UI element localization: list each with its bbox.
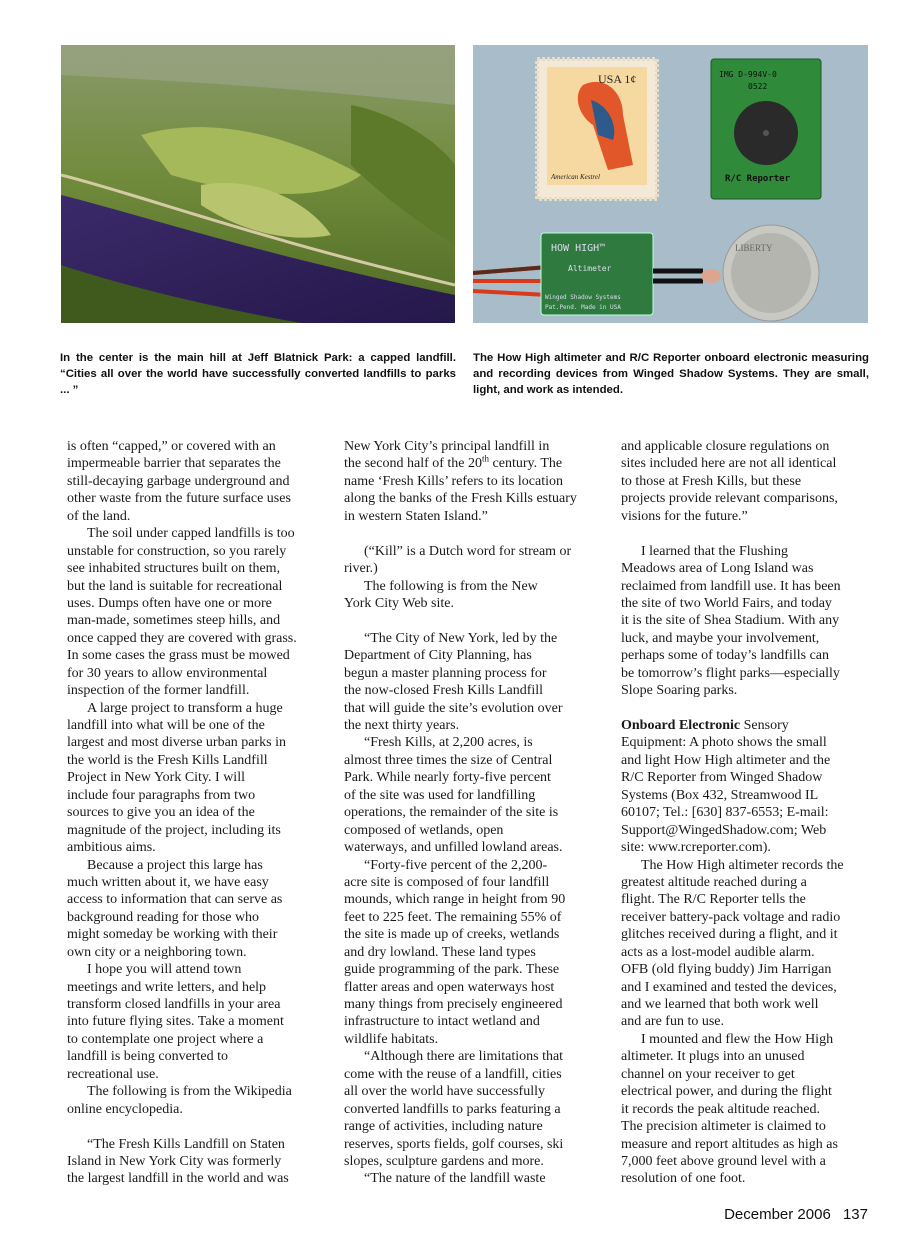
text-line: greatest altitude reached during a	[621, 874, 807, 890]
text-line: of the land.	[67, 508, 131, 524]
text-line: largest and most diverse urban parks in	[67, 735, 287, 751]
aerial-landfill-photo	[61, 45, 455, 323]
text-line: man-made, sometimes steep hills, and	[67, 613, 281, 629]
text-line: almost three times the size of Central	[344, 752, 553, 768]
text-line: electrical power, and during the flight	[621, 1084, 832, 1100]
text-line: background reading for those who	[67, 909, 260, 925]
coin-text: LIBERTY	[735, 243, 773, 253]
text-line: recreational use.	[67, 1066, 159, 1082]
text-line: waterways, and unfilled lowland areas.	[344, 840, 563, 856]
text-line: meetings and write letters, and help	[67, 979, 267, 995]
text-line: Support@WingedShadow.com; Web	[621, 822, 827, 838]
text-line: the site of two World Fairs, and today	[621, 595, 832, 611]
text-line: the largest landfill in the world and was	[67, 1171, 289, 1187]
text-line: In some cases the grass must be mowed	[67, 648, 290, 664]
text-line: “The Fresh Kills Landfill on Staten	[87, 1136, 285, 1152]
text-line: of the site was used for landfilling	[344, 787, 536, 803]
text-line: uses. Dumps often have one or more	[67, 595, 272, 611]
text-line: feet to 225 feet. The remaining 55% of	[344, 909, 562, 925]
text-line: for 30 years to allow environmental	[67, 665, 268, 681]
text-line: OFB (old flying buddy) Jim Harrigan	[621, 962, 832, 978]
altimeter-patent: Pat.Pend. Made in USA	[545, 304, 621, 311]
text-line: and light How High altimeter and the	[621, 752, 831, 768]
text-line: the second half of the 20th century. The	[344, 453, 563, 472]
text-line: wildlife habitats.	[344, 1031, 439, 1047]
text-line: “The nature of the landfill waste	[364, 1171, 546, 1187]
text-line: operations, the remainder of the site is	[344, 805, 559, 821]
text-line: flight. The R/C Reporter tells the	[621, 892, 806, 908]
text-line: still-decaying garbage underground and	[67, 473, 290, 489]
text-line: I mounted and flew the How High	[641, 1031, 834, 1047]
text-line: reclaimed from landfill use. It has been	[621, 578, 841, 594]
altimeter-sub: Altimeter	[568, 264, 612, 273]
paragraph-spacer	[67, 1118, 317, 1135]
text-line: “Fresh Kills, at 2,200 acres, is	[364, 735, 533, 751]
text-line: A large project to transform a huge	[87, 700, 283, 716]
text-line: magnitude of the project, including its	[67, 822, 281, 838]
text-line: ambitious aims.	[67, 840, 156, 856]
text-line: luck, and maybe your involvement,	[621, 630, 820, 646]
text-line: the site is made up of creeks, wetlands	[344, 927, 560, 943]
text-line: and applicable closure regulations on	[621, 439, 830, 454]
text-line: 60107; Tel.: [630] 837-6553; E-mail:	[621, 805, 829, 821]
text-line: Systems (Box 432, Streamwood IL	[621, 787, 819, 803]
text-line: that will guide the site’s evolution over	[344, 700, 563, 716]
text-line: The following is from the Wikipedia	[87, 1084, 292, 1100]
text-column-2	[344, 438, 594, 1188]
text-line: Department of City Planning, has	[344, 648, 532, 664]
text-line: acts as a lost-model audible alarm.	[621, 944, 815, 960]
text-line: is often “capped,” or covered with an	[67, 439, 276, 454]
text-line: online encyclopedia.	[67, 1101, 183, 1117]
text-line: sites included here are not all identical	[621, 456, 837, 472]
altimeter-title: HOW HIGH™	[551, 243, 606, 254]
paragraph-spacer	[621, 700, 871, 717]
text-line: and dry lowland. These land types	[344, 944, 536, 960]
text-line: Park. While nearly forty-five percent	[344, 770, 551, 786]
text-line: inspection of the former landfill.	[67, 683, 250, 699]
text-line: Meadows area of Long Island was	[621, 561, 814, 577]
text-line: reserves, sports fields, golf courses, ski	[344, 1136, 564, 1152]
text-line: resolution of one foot.	[621, 1171, 746, 1187]
text-line: slopes, sculpture gardens and more.	[344, 1153, 544, 1169]
text-line: landfill is being converted to	[67, 1049, 228, 1065]
text-line: to those at Fresh Kills, but these	[621, 473, 802, 489]
text-line: might someday be working with their	[67, 927, 278, 943]
text-line: Because a project this large has	[87, 857, 263, 873]
text-line: infrastructure to intact wetland and	[344, 1014, 540, 1030]
text-line: Project in New York City. I will	[67, 770, 245, 786]
text-line: acre site is composed of four landfill	[344, 874, 550, 890]
text-line: into future flying sites. Take a moment	[67, 1014, 284, 1030]
text-line: include four paragraphs from two	[67, 787, 256, 803]
text-line: Slope Soaring parks.	[621, 683, 738, 699]
text-line: transform closed landfills in your area	[67, 997, 281, 1012]
text-line: the now-closed Fresh Kills Landfill	[344, 683, 544, 699]
reporter-board-code: 0522	[748, 82, 768, 91]
altimeter-devices-photo	[473, 45, 868, 323]
text-line: receiver battery-pack voltage and radio	[621, 909, 841, 925]
text-line: landfill into what will be one of the	[67, 718, 265, 733]
text-line: 7,000 feet above ground level with a	[621, 1153, 826, 1169]
text-line: access to information that can serve as	[67, 892, 283, 908]
text-line: sources to give you an idea of the	[67, 805, 255, 821]
text-line: The How High altimeter records the	[641, 857, 844, 873]
text-line: the world is the Fresh Kills Landfill	[67, 752, 268, 768]
text-line: visions for the future.”	[621, 508, 748, 524]
paragraph-spacer	[621, 525, 871, 542]
altimeter-maker: Winged Shadow Systems	[545, 294, 621, 301]
text-line: projects provide relevant comparisons,	[621, 491, 838, 507]
text-line: flatter areas and open waterways host	[344, 979, 555, 995]
text-column-1	[67, 438, 317, 1188]
text-line: and I examined and tested the devices,	[621, 979, 837, 995]
text-line: “The City of New York, led by the	[364, 630, 558, 646]
text-line: see inhabited structures built on them,	[67, 561, 281, 577]
text-line: other waste from the future surface uses	[67, 491, 291, 507]
text-line: name ‘Fresh Kills’ refers to its location	[344, 473, 564, 489]
page-number: 137	[842, 1206, 868, 1223]
text-line: The soil under capped landfills is too	[87, 526, 295, 542]
text-line: (“Kill” is a Dutch word for stream or	[364, 543, 572, 559]
text-line: Onboard Electronic Sensory	[621, 718, 789, 733]
reporter-label: R/C Reporter	[725, 174, 791, 184]
text-line: measure and report altitudes as high as	[621, 1136, 838, 1152]
text-line: all over the world have successfully	[344, 1084, 545, 1100]
text-line: own city or a neighboring town.	[67, 944, 247, 960]
text-line: perhaps some of today’s landfills can	[621, 648, 830, 664]
paragraph-spacer	[344, 525, 594, 542]
text-line: Island in New York City was formerly	[67, 1153, 282, 1169]
text-line: impermeable barrier that separates the	[67, 456, 281, 472]
text-line: the next thirty years.	[344, 718, 460, 733]
text-line: mounds, which range in height from 90	[344, 892, 566, 908]
text-line: glitches received during a flight, and it	[621, 927, 838, 943]
photo-caption-right: The How High altimeter and R/C Reporter onboard electronic measuring and recording devices from Winged Shadow Systems. They are small, light, and work as intended.	[473, 352, 869, 396]
text-line: to contemplate one project where a	[67, 1031, 264, 1047]
text-line: The following is from the New	[364, 578, 538, 594]
text-line: it records the peak altitude reached.	[621, 1101, 821, 1117]
text-line: site: www.rcreporter.com).	[621, 840, 771, 856]
text-line: in western Staten Island.”	[344, 508, 488, 524]
text-line: river.)	[344, 561, 378, 577]
reporter-board-top: IMG D-994V-0	[719, 70, 777, 79]
text-line: many things from precisely engineered	[344, 997, 563, 1012]
text-line: York City Web site.	[344, 595, 454, 611]
text-line: much written about it, we have easy	[67, 874, 269, 890]
text-line: channel on your receiver to get	[621, 1066, 795, 1082]
issue-date: December 2006	[724, 1206, 831, 1223]
text-line: I hope you will attend town	[87, 962, 242, 978]
text-line: R/C Reporter from Winged Shadow	[621, 770, 823, 786]
text-line: altimeter. It plugs into an unused	[621, 1049, 805, 1065]
text-line: begun a master planning process for	[344, 665, 547, 681]
text-line: along the banks of the Fresh Kills estuary	[344, 491, 577, 507]
text-line: and we learned that both work well	[621, 997, 819, 1012]
stamp-value: USA 1¢	[598, 72, 637, 86]
text-line: “Forty-five percent of the 2,200-	[364, 857, 548, 873]
text-line: guide programming of the park. These	[344, 962, 560, 978]
paragraph-spacer	[344, 612, 594, 629]
text-line: be tomorrow’s flight parks—especially	[621, 665, 840, 681]
stamp-name: American Kestrel	[551, 173, 600, 181]
text-column-3	[621, 438, 871, 1188]
page-footer	[716, 1206, 868, 1223]
text-line: Equipment: A photo shows the small	[621, 735, 827, 751]
text-line: and are fun to use.	[621, 1014, 725, 1030]
text-line: unstable for construction, so you rarely	[67, 543, 287, 559]
text-line: once capped they are covered with grass.	[67, 630, 297, 646]
text-line: I learned that the Flushing	[641, 543, 788, 559]
text-line: but the land is suitable for recreational	[67, 578, 283, 594]
text-line: range of activities, including nature	[344, 1119, 543, 1135]
text-line: come with the reuse of a landfill, cities	[344, 1066, 562, 1082]
text-line: “Although there are limitations that	[364, 1049, 564, 1065]
text-line: The precision altimeter is claimed to	[621, 1119, 826, 1135]
text-line: composed of wetlands, open	[344, 822, 504, 838]
photo-caption-left: In the center is the main hill at Jeff Blatnick Park: a capped landfill. “Cities all over the world have successfully converted landfills to parks ... ”	[60, 352, 456, 396]
text-line: it is the site of Shea Stadium. With any	[621, 613, 840, 629]
text-line: New York City’s principal landfill in	[344, 439, 550, 454]
text-line: converted landfills to parks featuring a	[344, 1101, 561, 1117]
